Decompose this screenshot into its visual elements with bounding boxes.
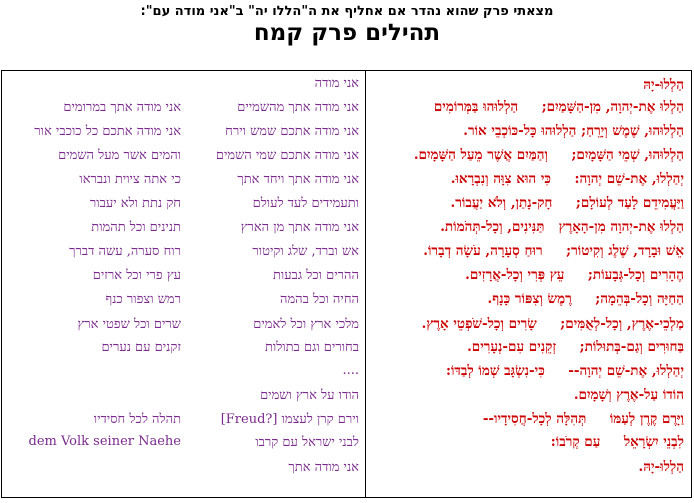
- parody-line-first-half: ההרים וכל גבעות: [272, 268, 359, 283]
- parody-line-first-half: בחורים וגם בתולות: [264, 340, 359, 355]
- parody-line-second-half: כי אתה ציוית ונבראו: [79, 172, 181, 187]
- parody-line-first-half: אני מודה אתך ויחד אתך: [237, 172, 359, 187]
- psalm-verse-line: הַלְלוּהוּ, שֶׁמֶשׁ וְיָרֵחַ; הַלְלוּהוּ כָּל-כּוֹכְבֵי אוֹר.: [463, 123, 684, 139]
- parody-line-second-half: רוח סערה, עשה דברך: [69, 244, 181, 259]
- psalm-verse-line: הַלְלוּ אֶת-יְהוָה, מִן-הַשָּׁמַיִם; הַלְלוּהוּ בַּמְּרוֹמִים: [433, 99, 684, 115]
- parody-line-first-half: וירם קרן לעצמו [?Freud]: [220, 412, 359, 427]
- parody-line-first-half: לבני ישראל עם קרבו: [255, 435, 359, 450]
- parody-line: [6, 434, 359, 454]
- parody-line: [6, 459, 359, 479]
- parody-line: [6, 75, 359, 95]
- psalm-verse-line: הַחַיָּה וְכָל-בְּהֵמָה; רֶמֶשׂ וְצִפּוֹר כָּנָף.: [487, 291, 684, 307]
- psalm-verse-line: וַיַּעֲמִידֵם לָעַד לְעוֹלָם; חָק-נָתַן, וְלֹא יַעֲבוֹר.: [450, 195, 684, 211]
- parody-line: [6, 267, 359, 287]
- column-divider: [365, 71, 366, 497]
- parody-line-second-half: אני מודה אתכם כל כוכבי אור: [34, 124, 181, 139]
- psalm-verse-line: מַלְכֵי-אֶרֶץ, וְכָל-לְאֻמִּים; שָׂרִים וְכָל-שֹׁפְטֵי אָרֶץ.: [421, 316, 684, 332]
- psalm-verse-line: וַיָּרֶם קֶרֶן לְעַמּוֹ תְּהִלָּה לְכָל-חֲסִידָיו--: [482, 411, 684, 427]
- parody-line-first-half: אני מודה אתכם שמי השמים: [215, 148, 359, 163]
- parody-line: [6, 339, 359, 359]
- parody-line-first-half: אני מודה: [314, 76, 359, 91]
- page-title: תהילים פרק קמח: [253, 20, 441, 46]
- comparison-table: [1, 70, 692, 498]
- parody-line: [6, 243, 359, 263]
- psalm-verse-line: אֵשׁ וּבָרָד, שֶׁלֶג וְקִיטוֹר; רוּחַ סְעָרָה, עֹשָׂה דְבָרוֹ.: [423, 243, 684, 259]
- psalm-verse-line: הַלְלוּ-יָהּ: [643, 77, 684, 93]
- intro-line: מצאתי פרק שהוא נהדר אם אחליף את ה"הללו יה" ב"אני מודה עם":: [140, 4, 554, 19]
- parody-line-first-half: אני מודה אתך מן הארץ: [240, 220, 359, 235]
- parody-line-first-half: ותעמידים לעד לעולם: [252, 196, 359, 211]
- parody-line-second-half: והמים אשר מעל השמים: [58, 148, 181, 163]
- parody-line: [6, 363, 359, 383]
- psalm-verse-line: יְהַלְלוּ, אֶת-שֵׁם יְהוָה: כִּי הוּא צִוָּה וְנִבְרָאוּ.: [450, 171, 684, 187]
- parody-line-second-half: עץ פרי וכל ארזים: [92, 268, 181, 283]
- parody-line-second-half: זקנים עם נערים: [101, 340, 181, 355]
- parody-line-first-half: אני מודה אתכם שמש וירח: [225, 124, 359, 139]
- parody-line: [6, 147, 359, 167]
- psalm-verse-line: הַלְלוּ אֶת-יְהוָה מִן-הָאָרֶץ תַּנִּינִים, וְכָל-תְּהֹמוֹת.: [440, 219, 684, 235]
- parody-line-first-half: אש וברד, שלג וקיטור: [252, 244, 359, 259]
- parody-line-second-half: תהלה לכל חסידיו: [93, 412, 181, 427]
- parody-line: [6, 99, 359, 119]
- psalm-verse-line: הֶהָרִים וְכָל-גְּבָעוֹת; עֵץ פְּרִי וְכָל-אֲרָזִים.: [465, 267, 684, 283]
- parody-line-first-half: הודו על ארץ ושמים: [260, 388, 359, 403]
- parody-line-second-half: תנינים וכל תהמות: [91, 220, 181, 235]
- psalm-verse-line: יְהַלְלוּ, אֶת-שֵׁם יְהוָה-- כִּי-נִשְׂגָּב שְׁמוֹ לְבַדּוֹ:: [445, 363, 684, 379]
- parody-line: [6, 387, 359, 407]
- parody-line-second-half: אני מודה אתך במרומים: [63, 100, 181, 115]
- parody-line-second-half: חק נתת ולא יעבור: [89, 196, 181, 211]
- parody-line: [6, 316, 359, 336]
- parody-line-first-half: החיה וכל בהמה: [279, 292, 359, 307]
- parody-line: [6, 123, 359, 143]
- psalm-verse-line: לִבְנֵי יִשְׂרָאֵל עַם קְרֹבוֹ:: [550, 434, 684, 450]
- parody-line-first-half: אני מודה אתך: [288, 460, 359, 475]
- parody-line: [6, 171, 359, 191]
- psalm-verse-line: הַלְלוּהוּ, שְׁמֵי הַשָּׁמָיִם; וְהַמַּיִם אֲשֶׁר מֵעַל הַשָּׁמָיִם.: [413, 147, 684, 163]
- psalm-verse-line: בַּחוּרִים וְגַם-בְּתוּלוֹת; זְקֵנִים עִם-נְעָרִים.: [467, 339, 684, 355]
- parody-line: [6, 195, 359, 215]
- parody-line-first-half: ....: [342, 363, 359, 378]
- parody-line: [6, 411, 359, 431]
- parody-line-first-half: מלכי ארץ וכל לאמים: [253, 317, 359, 332]
- psalm-verse-line: הַלְלוּ-יָהּ.: [638, 459, 684, 475]
- parody-line: [6, 219, 359, 239]
- parody-line-first-half: אני מודה אתך מהשמיים: [237, 100, 359, 115]
- parody-line-second-half: dem Volk seiner Naehe: [28, 434, 181, 449]
- parody-line: [6, 291, 359, 311]
- parody-line-second-half: שרים וכל שפטי ארץ: [77, 317, 181, 332]
- psalm-verse-line: הוֹדוֹ עַל-אֶרֶץ וְשָׁמָיִם.: [573, 387, 684, 403]
- parody-line-second-half: רמש וצפור כנף: [105, 292, 181, 307]
